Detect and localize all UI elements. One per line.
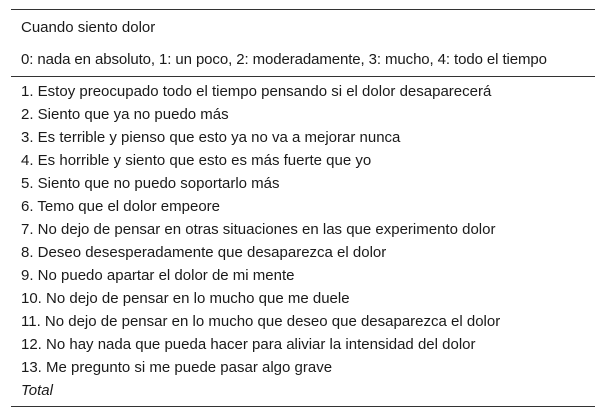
table-row: 1. Estoy preocupado todo el tiempo pensando si el dolor desaparecerá [21, 83, 492, 100]
header-title: Cuando siento dolor [21, 19, 156, 36]
table-row: 6. Temo que el dolor empeore [21, 198, 221, 215]
item-list [11, 77, 595, 406]
table-row: 12. No hay nada que pueda hacer para aliviar la intensidad del dolor [21, 336, 476, 353]
header-scale-legend: 0: nada en absoluto, 1: un poco, 2: moderadamente, 3: mucho, 4: todo el tiempo [21, 51, 547, 68]
table-row: 11. No dejo de pensar en lo mucho que deseo que desaparezca el dolor [21, 313, 501, 330]
table-row: 8. Deseo desesperadamente que desaparezca el dolor [21, 244, 387, 261]
table-row: 13. Me pregunto si me puede pasar algo grave [21, 359, 333, 376]
table-row: 2. Siento que ya no puedo más [21, 106, 229, 123]
table-row: 5. Siento que no puedo soportarlo más [21, 175, 280, 192]
table-header [11, 10, 595, 76]
table-row: 9. No puedo apartar el dolor de mi mente [21, 267, 295, 284]
table-row: 7. No dejo de pensar en otras situaciones en las que experimento dolor [21, 221, 496, 238]
total-row: Total [21, 382, 53, 399]
table-row: 4. Es horrible y siento que esto es más fuerte que yo [21, 152, 372, 169]
questionnaire-table [11, 9, 595, 407]
table-bottom-rule [11, 406, 595, 407]
table-row: 10. No dejo de pensar en lo mucho que me duele [21, 290, 350, 307]
table-row: 3. Es terrible y pienso que esto ya no va a mejorar nunca [21, 129, 401, 146]
